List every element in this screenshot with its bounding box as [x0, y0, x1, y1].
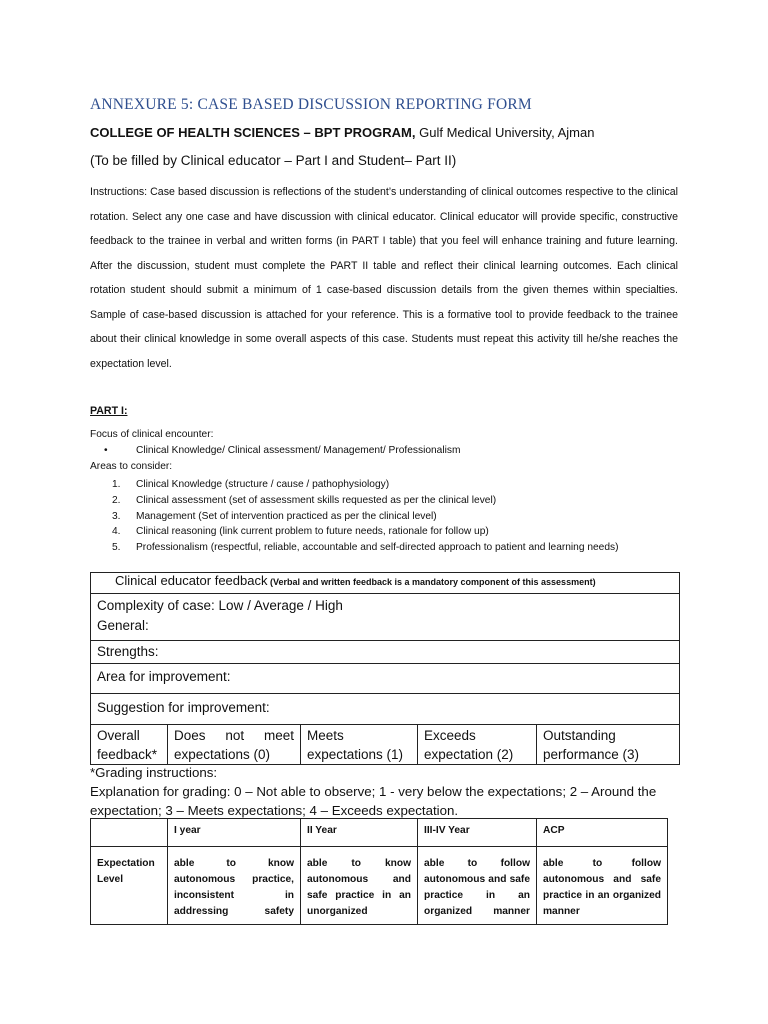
grading-title: *Grading instructions: [90, 765, 218, 780]
expectation-header-year3-4: III-IV Year [418, 819, 537, 847]
focus-bullet [104, 445, 460, 456]
list-text: Clinical reasoning (link current problem to future needs, rationale for follow up) [136, 526, 489, 538]
suggestion-label: Suggestion for improvement: [97, 700, 270, 715]
expectation-header-year2: II Year [301, 819, 418, 847]
list-text: Professionalism (respectful, reliable, accountable and self-directed approach to patient and learning needs) [136, 542, 619, 554]
list-number: 2. [112, 494, 121, 506]
expectation-header-year1: I year [168, 819, 301, 847]
expectation-header-acp: ACP [537, 819, 668, 847]
grade-option-3[interactable]: Outstanding performance (3) [537, 725, 680, 765]
list-item [90, 524, 680, 540]
complexity-label: Complexity of case: [97, 598, 215, 613]
list-number: 5. [112, 542, 121, 554]
focus-label: Focus of clinical encounter: [90, 429, 214, 440]
list-item [90, 477, 680, 493]
focus-bullet-text: Clinical Knowledge/ Clinical assessment/ Management/ Professionalism [136, 445, 461, 456]
suggestion-cell[interactable] [91, 694, 680, 725]
instructions-paragraph: Instructions: Case based discussion is reflections of the student’s understanding of clinical outcomes respective to the clinical rotation. Select any one case and have discussion with clinical educator. Clinical educator will provide specific, constructive feedback to the trainee in verbal and written forms (in PART I table) that you feel will enhance training and future learning. After the discussion, student must complete the PART II table and reflect their clinical learning outcomes. Each clinical rotation student should submit a minimum of 1 case-based discussion details from the given themes within specialties. Sample of case-based discussion is attached for your reference. This is a formative tool to provide feedback to the trainee about their clinical knowledge in some overall aspects of this case. Students must repeat this activity till he/she reaches the expectation level. [90, 186, 678, 370]
bullet-icon: • [104, 445, 108, 456]
areas-label: Areas to consider: [90, 461, 173, 472]
clinical-feedback-table [90, 572, 680, 765]
list-number: 3. [112, 510, 121, 522]
form-title: ANNEXURE 5: CASE BASED DISCUSSION REPORTING FORM [90, 96, 532, 113]
college-line [90, 125, 594, 140]
grading-explanation: Explanation for grading: 0 – Not able to observe; 1 - very below the expectations; 2 – Around the expectation; 3 – Meets expectations; 4 – Exceeds expectation. [90, 784, 657, 818]
expectation-header-blank [91, 819, 168, 847]
expectation-cell-year2: able to know autonomous and safe practice in an unorganized [301, 847, 418, 925]
college-name: COLLEGE OF HEALTH SCIENCES – BPT PROGRAM, [90, 125, 416, 140]
general-label: General: [97, 618, 149, 633]
filled-by-note: (To be filled by Clinical educator – Part I and Student– Part II) [90, 153, 457, 168]
overall-feedback-label: Overall feedback* [91, 725, 168, 765]
area-improvement-label: Area for improvement: [97, 669, 231, 684]
expectation-cell-acp: able to follow autonomous and safe practice in an organized manner [537, 847, 668, 925]
expectation-cell-year1: able to know autonomous practice, inconsistent in addressing safety [168, 847, 301, 925]
areas-list [90, 477, 680, 556]
part-one-heading: PART I: [90, 405, 128, 417]
grade-option-1[interactable]: Meets expectations (1) [301, 725, 418, 765]
list-item [90, 509, 680, 525]
expectation-table [90, 818, 668, 925]
complexity-options: Low / Average / High [214, 598, 343, 613]
area-improvement-cell[interactable] [91, 664, 680, 694]
list-item [90, 493, 680, 509]
feedback-table-header [91, 573, 680, 594]
list-number: 4. [112, 526, 121, 538]
grade-option-0[interactable]: Does not meet expectations (0) [168, 725, 301, 765]
complexity-general-cell[interactable] [91, 594, 680, 641]
strengths-label: Strengths: [97, 644, 159, 659]
feedback-header-note: (Verbal and written feedback is a mandatory component of this assessment) [267, 577, 596, 587]
list-text: Management (Set of intervention practiced as per the clinical level) [136, 510, 437, 522]
list-text: Clinical Knowledge (structure / cause / pathophysiology) [136, 479, 390, 490]
list-text: Clinical assessment (set of assessment skills requested as per the clinical level) [136, 494, 497, 506]
grading-instructions [90, 763, 680, 820]
grade-option-2[interactable]: Exceeds expectation (2) [418, 725, 537, 765]
expectation-row-label: Expectation Level [91, 847, 168, 925]
feedback-header-title: Clinical educator feedback [115, 573, 268, 588]
list-number: 1. [112, 479, 121, 490]
university-name: Gulf Medical University, Ajman [415, 125, 595, 140]
list-item [90, 540, 680, 556]
expectation-cell-year3-4: able to follow autonomous and safe practice in an organized manner [418, 847, 537, 925]
strengths-cell[interactable] [91, 641, 680, 664]
